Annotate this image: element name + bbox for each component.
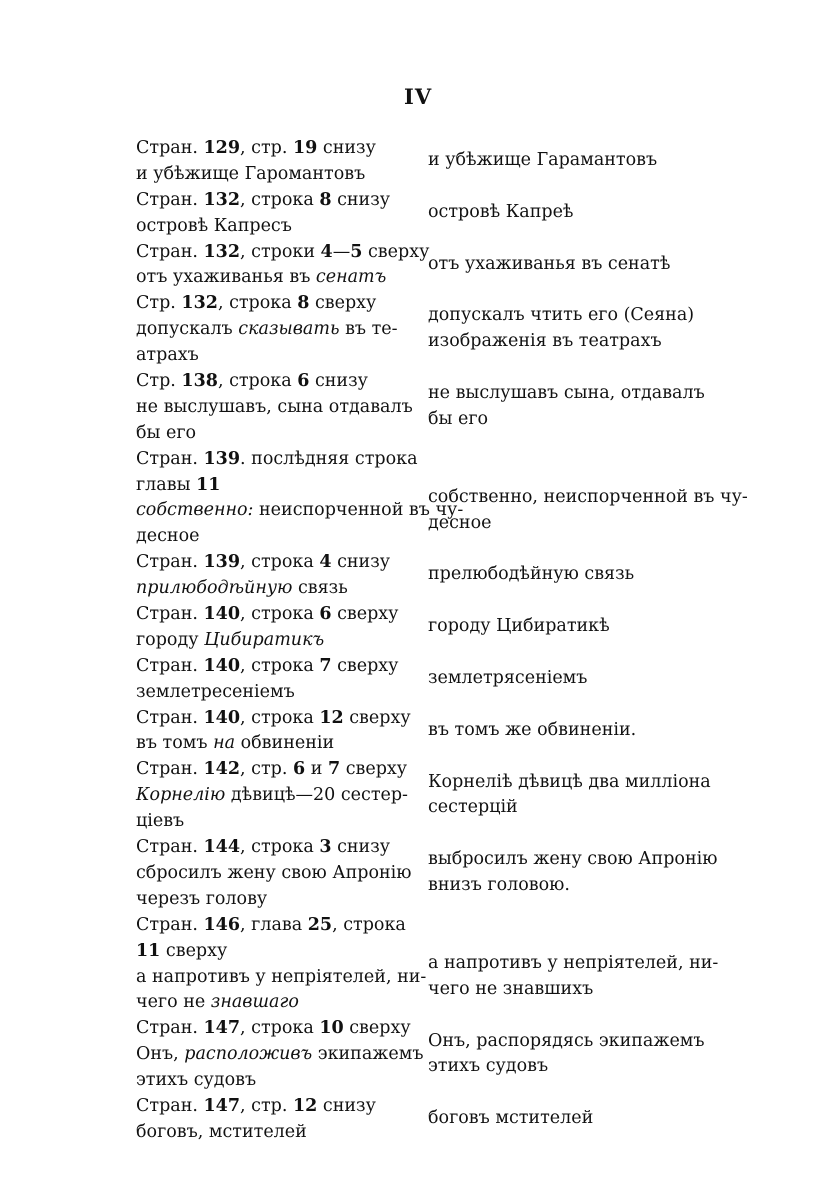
location-number: 12	[292, 1095, 318, 1116]
wrong-text: въ томъ	[136, 733, 214, 754]
location-number: 10	[319, 1018, 344, 1039]
location-number: 3	[319, 837, 332, 858]
errata-correct-text	[428, 148, 657, 174]
errata-wrong-text	[136, 1042, 424, 1068]
location-number: 11	[136, 940, 161, 961]
errata-correct-text	[428, 666, 587, 692]
errata-correct-entry	[428, 666, 587, 692]
location-number: 144	[203, 837, 241, 858]
errata-wrong-text	[136, 965, 427, 991]
errata-location: Стран. 142, стр. 6 и 7 сверху	[136, 759, 408, 780]
wrong-text: островѣ Капресъ	[136, 215, 292, 236]
errata-correct-entry	[428, 1029, 705, 1081]
location-number: 11	[196, 474, 221, 495]
correct-text: Онъ, распорядясь экипажемъ	[428, 1030, 705, 1051]
errata-location: главы 11	[136, 474, 221, 495]
correct-text: боговъ мстителей	[428, 1108, 594, 1129]
errata-correct-entry	[428, 148, 657, 174]
wrong-text: не выслушавъ, сына отдавалъ	[136, 396, 413, 417]
correct-text: допускалъ чтить его (Сеяна)	[428, 305, 695, 326]
location-number: 142	[203, 759, 241, 780]
errata-correct-entry	[428, 847, 717, 899]
errata-correct-text	[428, 1029, 705, 1055]
errata-correct-text	[428, 407, 705, 433]
errata-correct-text	[428, 252, 670, 278]
location-number: 6	[319, 604, 332, 625]
wrong-text: отъ ухаживанья въ	[136, 267, 316, 288]
errata-correct-text	[428, 303, 694, 329]
errata-wrong-text	[136, 783, 414, 809]
wrong-text: неиспорченной въ чу-	[253, 500, 464, 521]
errata-correct-entry	[428, 951, 718, 1003]
wrong-text: десное	[136, 526, 200, 547]
location-number: 140	[203, 655, 241, 676]
wrong-text: дѣвицѣ—20 сестер-	[225, 785, 408, 806]
errata-correct-text	[428, 770, 711, 796]
wrong-text: ціевъ	[136, 811, 185, 832]
wrong-text: чего не	[136, 992, 211, 1013]
wrong-text: и убѣжище Гаромантовъ	[136, 163, 366, 184]
errata-wrong-text	[136, 162, 414, 188]
errata-correct-column	[428, 136, 748, 1146]
errata-wrong-text	[136, 265, 414, 291]
wrong-text: бы его	[136, 422, 197, 443]
errata-wrong-text	[136, 421, 414, 447]
errata-correct-entry	[428, 303, 694, 355]
location-number: 129	[203, 138, 241, 158]
errata-correct-text	[428, 562, 634, 588]
errata-correct-text	[428, 718, 636, 744]
wrong-text: допускалъ	[136, 319, 239, 340]
correct-text: внизъ головою.	[428, 875, 570, 896]
location-number: 132	[181, 293, 218, 314]
errata-location: Стран. 140, строка 7 сверху	[136, 655, 399, 676]
location-number: 12	[319, 707, 344, 728]
wrong-text-italic: Корнелію	[136, 785, 226, 806]
location-number: 7	[327, 759, 341, 780]
correct-text: землетрясеніемъ	[428, 667, 588, 688]
wrong-text: атрахъ	[136, 345, 199, 366]
errata-wrong-text	[136, 809, 414, 835]
errata-wrong-text	[136, 1120, 414, 1146]
location-number: 7	[319, 655, 332, 676]
errata-location: Стран. 132, строки 4—5 сверху	[136, 241, 430, 262]
location-number: 140	[203, 707, 241, 728]
errata-correct-entry	[428, 770, 711, 822]
errata-location: Стран. 146, глава 25, строка	[136, 914, 406, 935]
errata-correct-text	[428, 795, 711, 821]
errata-correct-entry	[428, 381, 705, 433]
errata-wrong-text	[136, 343, 414, 369]
location-number: 147	[203, 1018, 241, 1039]
location-number: 140	[203, 604, 241, 625]
wrong-text: городу	[136, 629, 205, 650]
location-number: 8	[297, 293, 310, 314]
errata-correct-entry	[428, 485, 748, 537]
wrong-text: сбросилъ жену свою Апронію	[136, 862, 412, 883]
errata-location: Стран. 139, строка 4 снизу	[136, 552, 391, 573]
correct-text: въ томъ же обвиненіи.	[428, 719, 637, 740]
location-number: 6	[297, 371, 310, 392]
errata-wrong-text	[136, 214, 414, 240]
errata-wrong-text	[136, 680, 414, 706]
wrong-text-italic: собственно:	[136, 500, 254, 521]
errata-wrong-text	[136, 498, 464, 524]
correct-text: не выслушавъ сына, отдавалъ	[428, 383, 705, 403]
correct-text: собственно, неиспорченной въ чу-	[428, 486, 748, 507]
errata-correct-text	[428, 1106, 593, 1132]
location-number: 132	[203, 189, 241, 210]
location-number: 5	[350, 241, 363, 262]
wrong-text-italic: Цибиратикъ	[204, 629, 325, 650]
correct-text: чего не знавшихъ	[428, 978, 594, 999]
errata-correct-entry	[428, 1106, 593, 1132]
wrong-text: связь	[292, 578, 348, 599]
errata-correct-text	[428, 200, 573, 226]
wrong-text-italic: прилюбодѣйную	[136, 578, 293, 599]
correct-text: Корнеліѣ дѣвицѣ два милліона	[428, 771, 711, 792]
wrong-text: черезъ голову	[136, 888, 268, 909]
wrong-text: обвиненіи	[235, 733, 335, 754]
correct-text: островѣ Капреѣ	[428, 201, 574, 222]
location-number: 8	[319, 189, 332, 210]
errata-correct-text	[428, 485, 748, 511]
correct-text: бы его	[428, 408, 489, 429]
errata-wrong-text	[136, 317, 414, 343]
errata-wrong-text	[136, 576, 414, 602]
errata-correct-text	[428, 1054, 705, 1080]
errata-location: 11 сверху	[136, 940, 228, 961]
wrong-text-italic: сенатъ	[315, 267, 387, 288]
errata-location: Стран. 140, строка 12 сверху	[136, 707, 411, 728]
wrong-text: этихъ судовъ	[136, 1070, 257, 1091]
correct-text: городу Цибиратикѣ	[428, 616, 610, 637]
page-number: IV	[404, 84, 433, 109]
location-number: 146	[203, 914, 241, 935]
wrong-text: землетресеніемъ	[136, 681, 295, 702]
correct-text: выбросилъ жену свою Апронію	[428, 849, 718, 870]
errata-wrong-text	[136, 861, 414, 887]
location-number: 19	[292, 138, 318, 158]
wrong-text: Онъ,	[136, 1044, 185, 1065]
correct-text: отъ ухаживанья въ сенатѣ	[428, 253, 671, 274]
wrong-text: экипажемъ	[312, 1044, 424, 1065]
errata-correct-entry	[428, 200, 573, 226]
errata-correct-text	[428, 511, 748, 537]
errata-location: Стран. 144, строка 3 снизу	[136, 837, 391, 858]
wrong-text: а напротивъ у непріятелей, ни-	[136, 966, 427, 987]
correct-text: а напротивъ у непріятелей, ни-	[428, 952, 719, 973]
errata-correct-text	[428, 951, 718, 977]
correct-text: прелюбодѣйную связь	[428, 564, 635, 585]
wrong-text-italic: расположивъ	[184, 1044, 313, 1065]
errata-correct-text	[428, 329, 694, 355]
errata-correct-text	[428, 614, 610, 640]
correct-text: и убѣжище Гарамантовъ	[428, 149, 658, 170]
errata-wrong-text	[136, 395, 414, 421]
location-number: 147	[203, 1095, 241, 1116]
errata-wrong-text	[136, 524, 414, 550]
errata-wrong-column	[136, 136, 464, 1146]
wrong-text: въ те-	[339, 319, 398, 340]
errata-wrong-text	[136, 990, 414, 1016]
errata-correct-text	[428, 977, 718, 1003]
errata-correct-entry	[428, 614, 610, 640]
errata-correct-text	[428, 873, 717, 899]
location-number: 139	[203, 448, 241, 469]
errata-correct-text	[428, 381, 705, 407]
location-number: 139	[203, 552, 241, 573]
wrong-text-italic: на	[213, 733, 236, 754]
errata-wrong-text	[136, 887, 414, 913]
location-number: 132	[203, 241, 241, 262]
errata-correct-entry	[428, 252, 670, 278]
correct-text: этихъ судовъ	[428, 1056, 549, 1077]
errata-location: Стран. 147, стр. 12 снизу	[136, 1095, 376, 1116]
location-number: 4	[319, 552, 332, 573]
wrong-text-italic: знавшаго	[210, 992, 299, 1013]
errata-location: Стран. 129, стр. 19 снизу	[136, 138, 376, 158]
correct-text: изображенія въ театрахъ	[428, 331, 662, 352]
location-number: 4	[320, 241, 333, 262]
wrong-text: боговъ, мстителей	[136, 1121, 307, 1142]
errata-location: Стран. 147, строка 10 сверху	[136, 1018, 411, 1039]
errata-location: Стран. 139. послѣдняя строка	[136, 448, 418, 469]
errata-wrong-text	[136, 1068, 414, 1094]
correct-text: сестерцій	[428, 797, 518, 818]
errata-wrong-text	[136, 731, 414, 757]
errata-wrong-text	[136, 628, 414, 654]
location-number: 138	[181, 371, 218, 392]
errata-location: Стран. 140, строка 6 сверху	[136, 604, 399, 625]
errata-correct-entry	[428, 718, 636, 744]
wrong-text-italic: сказывать	[238, 319, 340, 340]
errata-correct-text	[428, 847, 717, 873]
errata-location: Стран. 132, строка 8 снизу	[136, 189, 391, 210]
location-number: 25	[307, 914, 333, 935]
errata-location: Стр. 132, строка 8 сверху	[136, 293, 377, 314]
errata-location: Стр. 138, строка 6 снизу	[136, 371, 368, 392]
location-number: 6	[292, 759, 306, 780]
errata-correct-entry	[428, 562, 634, 588]
correct-text: десное	[428, 512, 492, 533]
